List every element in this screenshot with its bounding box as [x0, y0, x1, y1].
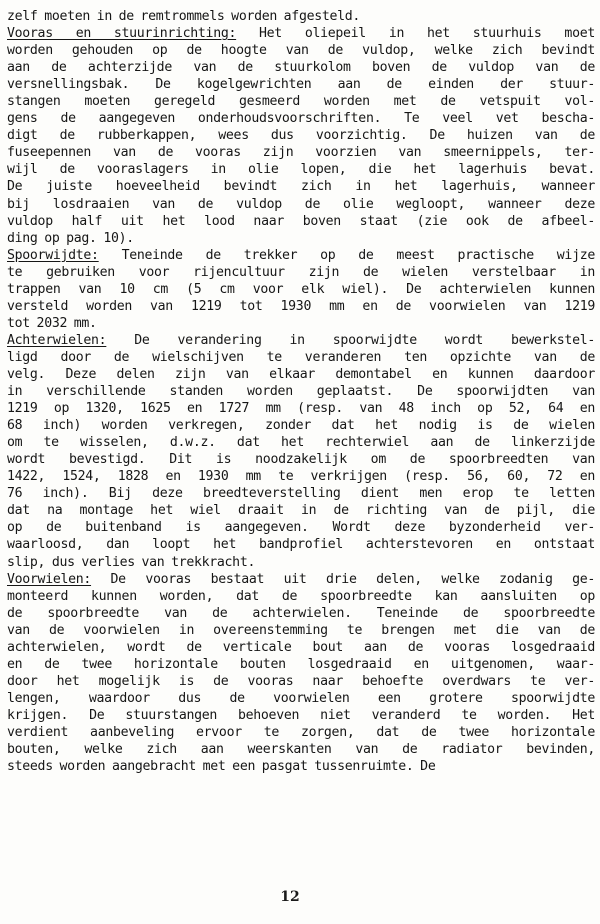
text-line: [7, 196, 595, 213]
line-text: 1422, 1524, 1828 en 1930 mm te verkrijgen (resp. 56, 60, 72 en: [7, 469, 595, 485]
line-text: ligd door de wielschijven te veranderen ten opzichte van de: [7, 349, 595, 365]
line-text: Teneinde de trekker op de meest practische wijze: [98, 247, 595, 263]
text-line: [7, 25, 595, 42]
text-line: [7, 110, 595, 127]
page-number: 12: [280, 889, 300, 905]
line-text: Het oliepeil in het stuurhuis moet: [236, 26, 595, 42]
text-line: [7, 536, 595, 553]
text-line: [7, 622, 595, 639]
line-text: op de buitenband is aangegeven. Wordt deze byzonderheid ver-: [7, 520, 595, 536]
text-line: [7, 349, 595, 366]
line-text: 76 inch). Bij deze breedteverstelling dient men erop te letten: [7, 486, 595, 502]
line-text: trappen van 10 cm (5 cm voor elk wiel). De achterwielen kunnen: [7, 281, 595, 297]
text-line: [7, 571, 595, 588]
text-line: [7, 8, 595, 25]
text-line: [7, 485, 595, 502]
section-heading: Achterwielen:: [7, 332, 107, 348]
text-line: [7, 554, 595, 571]
line-text: versnellingsbak. De kogelgewrichten aan de einden der stuur-: [7, 77, 595, 93]
line-text: digt de rubberkappen, wees dus voorzichtig. De huizen van de: [7, 128, 595, 144]
text-line: [7, 605, 595, 622]
line-text: 68 inch) worden verkregen, zonder dat het nodig is de wielen: [7, 418, 595, 434]
section-heading: Vooras en stuurinrichting:: [7, 26, 237, 42]
text-line: [7, 690, 595, 707]
line-text: krijgen. De stuurstangen behoeven niet veranderd te worden. Het: [7, 707, 595, 723]
text-line: [7, 161, 595, 178]
text-line: [7, 264, 595, 281]
text-line: [7, 451, 595, 468]
line-text: bouten, welke zich aan weerskanten van de radiator bevinden,: [7, 742, 595, 758]
line-text: lengen, waardoor dus de voorwielen een grotere spoorwijdte: [7, 690, 595, 706]
text-line: [7, 281, 595, 298]
line-text: De vooras bestaat uit drie delen, welke zodanig ge-: [91, 571, 595, 587]
section-heading: Voorwielen:: [7, 571, 92, 587]
line-text: dat na montage het wiel draait in de richting van de pijl, die: [7, 503, 595, 519]
line-text: wordt bevestigd. Dit is noodzakelijk om de spoorbreedten van: [7, 452, 595, 468]
text-line: [7, 366, 595, 383]
line-text: monteerd kunnen worden, dat de spoorbreedte kan aansluiten op: [7, 588, 595, 604]
line-text: te gebruiken voor rijencultuur zijn de wielen verstelbaar in: [7, 264, 595, 280]
line-text: De juiste hoeveelheid bevindt zich in het lagerhuis, wanneer: [7, 179, 595, 195]
line-text: door het mogelijk is de vooras naar behoefte overdwars te ver-: [7, 673, 595, 689]
line-text: steeds worden aangebracht met een pasgat tussenruimte. De: [7, 759, 436, 775]
body-text: [7, 8, 595, 775]
text-line: [7, 724, 595, 741]
text-line: [7, 639, 595, 656]
text-line: [7, 758, 595, 775]
line-text: van de voorwielen in overeenstemming te brengen met die van de: [7, 622, 595, 638]
line-text: De verandering in spoorwijdte wordt bewerkstel-: [106, 332, 595, 348]
text-line: [7, 434, 595, 451]
line-text: 1219 op 1320, 1625 en 1727 mm (resp. van 48 inch op 52, 64 en: [7, 401, 595, 417]
line-text: worden gehouden op de hoogte van de vuldop, welke zich bevindt: [7, 43, 595, 59]
text-line: [7, 76, 595, 93]
text-line: [7, 144, 595, 161]
line-text: ding op pag. 10).: [7, 230, 134, 246]
text-line: [7, 42, 595, 59]
line-text: slip, dus verlies van trekkracht.: [7, 554, 256, 570]
text-line: [7, 213, 595, 230]
line-text: stangen moeten geregeld gesmeerd worden met de vetspuit vol-: [7, 94, 595, 110]
text-line: [7, 588, 595, 605]
text-line: [7, 93, 595, 110]
text-line: [7, 673, 595, 690]
line-text: de spoorbreedte van de achterwielen. Teneinde de spoorbreedte: [7, 605, 595, 621]
line-text: gens de aangegeven onderhoudsvoorschriften. Te veel vet bescha-: [7, 111, 595, 127]
line-text: tot 2032 mm.: [7, 315, 97, 331]
text-line: [7, 298, 595, 315]
text-line: [7, 656, 595, 673]
text-line: [7, 383, 595, 400]
text-line: [7, 707, 595, 724]
text-line: [7, 127, 595, 144]
line-text: vuldop half uit het lood naar boven staat (zie ook de afbeel-: [7, 213, 595, 229]
text-line: [7, 502, 595, 519]
text-line: [7, 315, 595, 332]
text-line: [7, 247, 595, 264]
line-text: en de twee horizontale bouten losgedraaid en uitgenomen, waar-: [7, 656, 595, 672]
text-line: [7, 178, 595, 195]
line-text: verdient aanbeveling ervoor te zorgen, dat de twee horizontale: [7, 724, 595, 740]
line-text: bij losdraaien van de vuldop de olie wegloopt, wanneer deze: [7, 196, 595, 212]
line-text: achterwielen, wordt de verticale bout aan de vooras losgedraaid: [7, 639, 595, 655]
line-text: wijl de vooraslagers in olie lopen, die het lagerhuis bevat.: [7, 162, 595, 178]
line-text: aan de achterzijde van de stuurkolom boven de vuldop van de: [7, 60, 595, 76]
text-line: [7, 230, 595, 247]
text-line: [7, 400, 595, 417]
line-text: waarloosd, dan loopt het bandprofiel achterstevoren en ontstaat: [7, 537, 595, 553]
text-line: [7, 59, 595, 76]
line-text: in verschillende standen worden geplaatst. De spoorwijdten van: [7, 384, 595, 400]
text-line: [7, 332, 595, 349]
text-line: [7, 417, 595, 434]
text-line: [7, 519, 595, 536]
line-text: om te wisselen, d.w.z. dat het rechterwiel aan de linkerzijde: [7, 435, 595, 451]
section-heading: Spoorwijdte:: [7, 247, 99, 263]
line-text: fuseepennen van de vooras zijn voorzien van smeernippels, ter-: [7, 145, 595, 161]
line-text: zelf moeten in de remtrommels worden afgesteld.: [7, 9, 361, 24]
line-text: velg. Deze delen zijn van elkaar demontabel en kunnen daardoor: [7, 366, 595, 382]
line-text: versteld worden van 1219 tot 1930 mm en de voorwielen van 1219: [7, 298, 595, 314]
text-line: [7, 468, 595, 485]
text-line: [7, 741, 595, 758]
